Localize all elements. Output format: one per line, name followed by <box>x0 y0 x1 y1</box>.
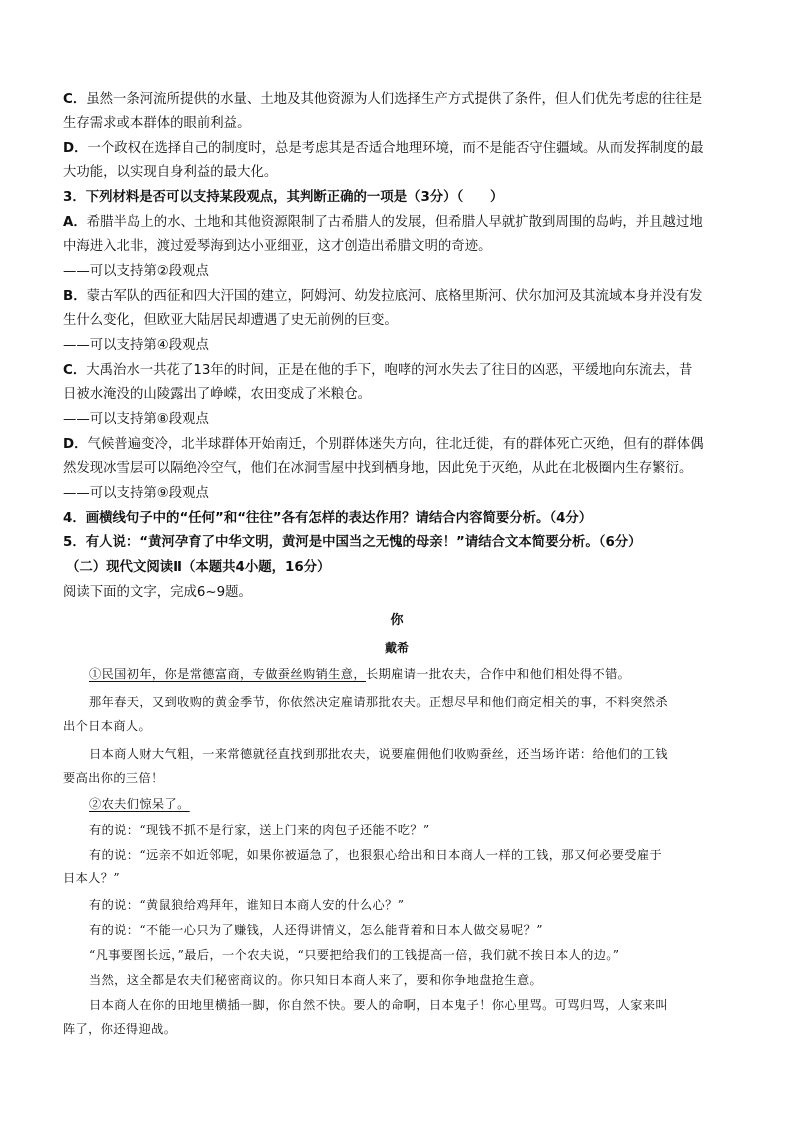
story-paragraph-9: “凡事要图长远，”最后，一个农夫说，“只要把给我们的工钱提高一倍，我们就不挨日本人的边。” <box>89 948 620 962</box>
story-paragraph-6-line2: 日本人？” <box>63 871 120 885</box>
q3-option-c-line2: 日被水淹没的山陵露出了峥嵘，农田变成了米粮仓。 <box>63 387 371 402</box>
story-title: 你 <box>390 613 404 628</box>
q3-option-d-line2: 然发现冰雪层可以隔绝冷空气，他们在冰洞雪屋中找到栖身地，因此免于灭绝，从此在北极圈内生存繁衍。 <box>63 461 693 476</box>
story-paragraph-8: 有的说：“不能一心只为了赚钱，人还得讲情义，怎么能背着和日本人做交易呢？” <box>89 923 543 937</box>
story-paragraph-11-line1: 日本商人在你的田地里横插一脚，你自然不快。要人的命啊，日本鬼子！你心里骂。可骂归骂，人家来叫 <box>89 998 669 1012</box>
story-paragraph-5: 有的说：“现钱不抓不是行家，送上门来的肉包子还能不吃？” <box>89 823 430 837</box>
question-4: 4．画横线句子中的“任何”和“往往”各有怎样的表达作用？请结合内容简要分析。（4分） <box>63 511 593 526</box>
option-d-line1: D．一个政权在选择自己的制度时，总是考虑其是否适合地理环境，而不是能否守住疆域。从而发挥制度的最 <box>63 141 704 156</box>
story-paragraph-2-line2: 出个日本商人。 <box>63 719 152 733</box>
section-2-instruction: 阅读下面的文字，完成6~9题。 <box>63 585 252 600</box>
q3-option-d-support: ——可以支持第⑨段观点 <box>63 486 209 501</box>
story-author: 戴希 <box>384 641 409 655</box>
story-paragraph-1: ①民国初年，你是常德富商，专做蚕丝购销生意，长期雇请一批农夫，合作中和他们相处得不错。 <box>89 667 631 681</box>
q3-option-b-support: ——可以支持第④段观点 <box>63 338 209 353</box>
question-3-stem: 3．下列材料是否可以支持某段观点，其判断正确的一项是（3分）（ ） <box>63 190 504 205</box>
q3-option-a-line1: A．希腊半岛上的水、土地和其他资源限制了古希腊人的发展，但希腊人早就扩散到周围的岛屿，并且越过地 <box>63 215 703 230</box>
story-paragraph-11-line2: 阵了，你还得迎战。 <box>63 1022 177 1036</box>
story-paragraph-2-line1: 那年春天，又到收购的黄金季节，你依然决定雇请那批农夫。正想尽早和他们商定相关的事，不料突然杀 <box>89 695 669 709</box>
story-paragraph-6-line1: 有的说：“远亲不如近邻呢，如果你被逼急了，也狠狠心给出和日本商人一样的工钱，那又何必要受雇于 <box>89 848 663 862</box>
story-paragraph-3-line1: 日本商人财大气粗，一来常德就径直找到那批农夫，说要雇佣他们收购蚕丝，还当场许诺：给他们的工钱 <box>89 747 669 761</box>
story-paragraph-10: 当然，这全都是农夫们秘密商议的。你只知日本商人来了，要和你争地盘抢生意。 <box>89 973 543 987</box>
q3-option-a-line2: 中海进入北非，渡过爱琴海到达小亚细亚，这才创造出希腊文明的奇迹。 <box>63 239 492 254</box>
story-paragraph-7: 有的说：“黄鼠狼给鸡拜年，谁知日本商人安的什么心？” <box>89 898 405 912</box>
q3-option-c-support: ——可以支持第⑧段观点 <box>63 412 209 427</box>
story-paragraph-4: ②农夫们惊呆了。 <box>89 797 190 811</box>
q3-option-d-line1: D．气候普遍变冷，北半球群体开始南迁，个别群体迷失方向，往北迁徙，有的群体死亡灭绝，但有的群体偶 <box>63 437 704 452</box>
section-2-heading: （二）现代文阅读Ⅱ（本题共4小题，16分） <box>66 560 331 575</box>
option-c-line1: C．虽然一条河流所提供的水量、土地及其他资源为人们选择生产方式提供了条件，但人们优先考虑的往往是 <box>63 92 703 107</box>
question-5: 5．有人说：“黄河孕育了中华文明，黄河是中国当之无愧的母亲！”请结合文本简要分析。（6分） <box>63 535 642 550</box>
q3-option-b-line2: 生什么变化，但欧亚大陆居民却遭遇了史无前例的巨变。 <box>63 313 398 328</box>
q3-option-b-line1: B．蒙古军队的西征和四大汗国的建立，阿姆河、幼发拉底河、底格里斯河、伏尔加河及其流域本身并没有发 <box>63 289 703 304</box>
story-paragraph-3-line2: 要高出你的三倍！ <box>63 771 164 785</box>
q3-option-a-support: ——可以支持第②段观点 <box>63 264 209 279</box>
option-d-line2: 大功能，以实现自身利益的最大化。 <box>63 165 278 180</box>
option-c-line2: 生存需求或本群体的眼前利益。 <box>63 116 251 131</box>
q3-option-c-line1: C．大禹治水一共花了13年的时间，正是在他的手下，咆哮的河水失去了往日的凶恶，平缓地向东流去，昔 <box>63 363 693 378</box>
